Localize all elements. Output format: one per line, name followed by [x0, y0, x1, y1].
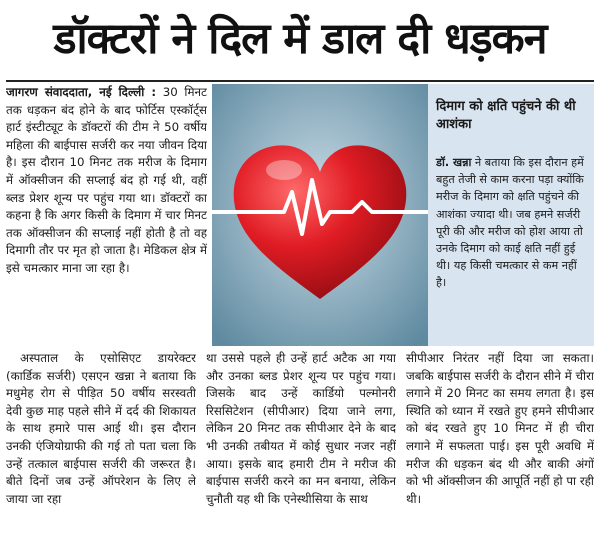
heart-photo [212, 84, 428, 346]
column-2-text: था उससे पहले ही उन्हें हार्ट अटैक आ गया और उनका ब्लड प्रेशर शून्य पर पहुंच गया। जिसके बाद उन्हें कार्डियो पल्मोनरी रिससिटेशन (सीपीआर) दिया जाने लगा, लेकिन 20 मिनट तक सीपीआर देने के बाद भी उनकी तबीयत में कोई सुधार नजर नहीं आया। इसके बाद हमारी टीम ने मरीज की बाईपास सर्जरी करने का मन बनाया, लेकिन चुनौती यह थी कि एनेस्थीसिया के साथ [206, 351, 396, 506]
column-1-text: अस्पताल के एसोसिएट डायरेक्टर (कार्डिक सर्जरी) एसएन खन्ना ने बताया कि मधुमेह रोग से पीड़ित 50 वर्षीय सरस्वती देवी कुछ माह पहले सीने में दर्द की शिकायत के साथ हमारे पास आई थी। इस दौरान उनकी एंजियोग्राफी की गई तो पता चला कि उन्हें तत्काल बाईपास सर्जरी की जरूरत है। बीते दिनों जब उन्हें ऑपरेशन के लिए ले जाया जा रहा [6, 351, 196, 506]
article-column-1 [6, 350, 196, 556]
sidebar-lead: डॉ. खन्ना [436, 156, 472, 169]
column-3-text: सीपीआर निरंतर नहीं दिया जा सकता। जबकि बाईपास सर्जरी के दौरान सीने में चीरा लगाने में 20 मिनट का समय लगता है। इस स्थिति को ध्यान में रखते हुए हमने सीपीआर को बंद रखते हुए 10 मिनट में ही चीरा लगाने में सफलता पाई। इस पूरी अवधि में मरीज की धड़कन बंद थी और बाकी अंगों को भी ऑक्सीजन की आपूर्ति नहीं हो पा रही थी। [406, 351, 594, 506]
intro-text: 30 मिनट तक धड़कन बंद होने के बाद फोर्टिस एस्कॉर्ट्स हार्ट इंस्टीट्यूट के डॉक्टरों की टीम ने 50 वर्षीय महिला की बाईपास सर्जरी कर नया जीवन दिया है। इस दौरान 10 मिनट तक मरीज के दिमाग में ऑक्सीजन की सप्लाई बंद हो गई थी, वहीं ब्लड प्रेशर शून्य पर पहुंच गया था। डॉक्टरों का कहना है कि अगर किसी के दिमाग में चार मिनट तक ऑक्सीजन की सप्लाई नहीं होती है तो वह दिमागी तौर पर मृत हो जाता है। मेडिकल क्षेत्र में इसे चमत्कार माना जा रहा है। [6, 85, 207, 275]
headline: डॉक्टरों ने दिल में डाल दी धड़कन [53, 14, 547, 64]
sidebar-body [436, 154, 586, 292]
sidebar-title: दिमाग को क्षति पहुंचने की थी आशंका [436, 99, 576, 132]
heart-illustration [212, 84, 428, 346]
intro-paragraph [6, 84, 207, 346]
article-column-3 [406, 350, 594, 556]
article-column-2 [206, 350, 396, 556]
sidebar-text: ने बताया कि इस दौरान हमें बहुत तेजी से काम करना पड़ा क्योंकि मरीज के दिमाग को क्षति पहुंचने की आशंका ज्यादा थी। जब हमने सर्जरी पूरी की और मरीज को होश आया तो उनके दिमाग को काई क्षति नहीं हुई थी। यह किसी चमत्कार से कम नहीं है। [436, 156, 584, 290]
headline-rule [6, 80, 594, 82]
sidebar-box [428, 84, 594, 346]
heart-highlight [266, 160, 302, 180]
byline: जागरण संवाददाता, नई दिल्ली : [6, 85, 157, 99]
